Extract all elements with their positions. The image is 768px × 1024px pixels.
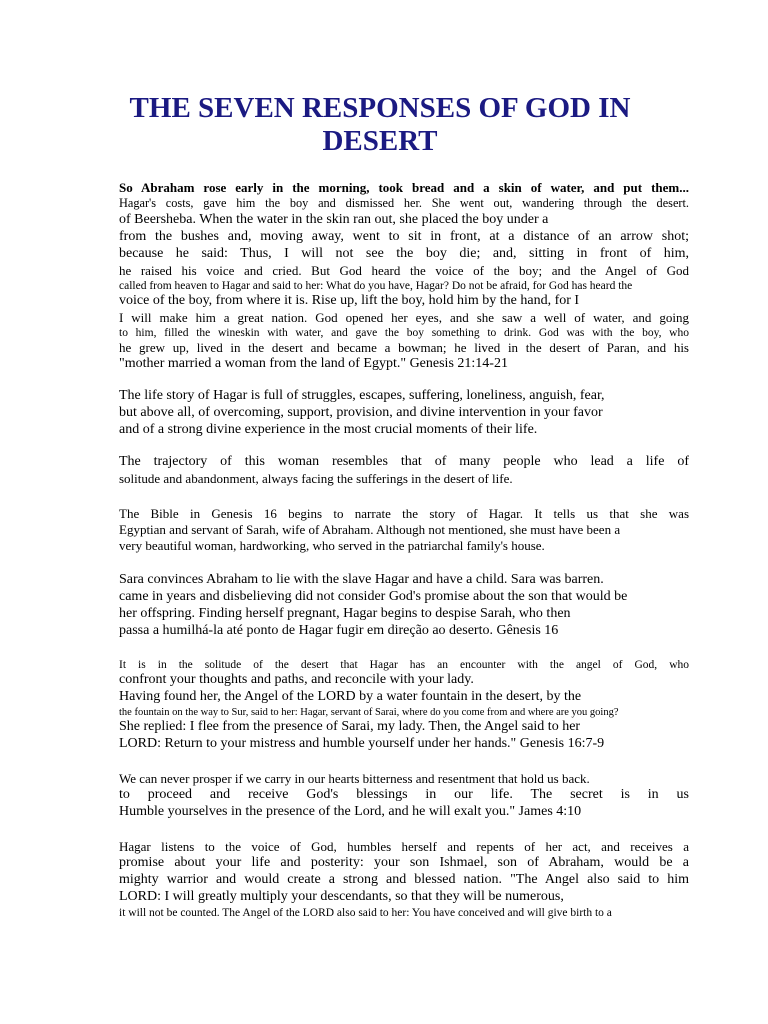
text-line: Having found her, the Angel of the LORD by a water fountain in the desert, by the (119, 688, 582, 704)
text-line: LORD: Return to your mistress and humble yourself under her hands." Genesis 16:7-9 (119, 735, 605, 751)
text-line: from the bushes and, moving away, went to sit in front, at a distance of an arrow shot; (119, 229, 689, 245)
text-line: passa a humilhá-la até ponto de Hagar fugir em direção ao deserto. Gênesis 16 (119, 622, 559, 638)
text-line: because he said: Thus, I will not see the boy die; and, sitting in front of him, (119, 246, 689, 262)
text-line: The Bible in Genesis 16 begins to narrate the story of Hagar. It tells us that she was (119, 505, 689, 521)
paragraph-6 (119, 658, 689, 753)
spacer (119, 373, 689, 388)
title-line: THE SEVEN RESPONSES OF GOD IN (129, 92, 631, 124)
text-line: I will make him a great nation. God opened her eyes, and she saw a well of water, and going (119, 310, 689, 326)
text-line: The life story of Hagar is full of struggles, escapes, suffering, loneliness, anguish, fear, (119, 388, 605, 404)
text-line: She replied: I flee from the presence of Sarai, my lady. Then, the Angel said to her (119, 718, 581, 734)
text-line: her offspring. Finding herself pregnant, Hagar begins to despise Sarah, who then (119, 605, 571, 621)
text-line: the fountain on the way to Sur, said to her: Hagar, servant of Sarai, where do you come from and where are you going? (119, 706, 619, 718)
spacer (119, 488, 689, 506)
text-line: to proceed and receive God's blessings in our life. The secret is in us (119, 786, 689, 802)
text-line: mighty warrior and would create a strong and blessed nation. "The Angel also said to him (119, 872, 689, 888)
spacer (119, 821, 689, 839)
document-body (119, 180, 689, 920)
text-line: voice of the boy, from where it is. Rise up, lift the boy, hold him by the hand, for I (119, 293, 580, 309)
paragraph-1 (119, 180, 689, 373)
text-line: So Abraham rose early in the morning, took bread and a skin of water, and put them... (119, 180, 689, 195)
text-line: promise about your life and posterity: your son Ishmael, son of Abraham, would be a (119, 855, 689, 871)
spacer (119, 439, 689, 454)
text-line: confront your thoughts and paths, and reconcile with your lady. (119, 671, 474, 687)
paragraph-5 (119, 572, 689, 640)
paragraph-3 (119, 454, 689, 487)
text-line: We can never prosper if we carry in our hearts bitterness and resentment that hold us back. (119, 770, 590, 786)
paragraph-2 (119, 388, 689, 439)
text-line: of Beersheba. When the water in the skin ran out, she placed the boy under a (119, 212, 549, 228)
paragraph-7 (119, 771, 689, 821)
text-line: LORD: I will greatly multiply your descendants, so that they will be numerous, (119, 889, 564, 905)
text-line: it will not be counted. The Angel of the LORD also said to her: You have conceived and will give birth to a (119, 907, 612, 920)
text-line: came in years and disbelieving did not consider God's promise about the son that would be (119, 588, 628, 604)
paragraph-4 (119, 506, 689, 554)
text-line: called from heaven to Hagar and said to her: What do you have, Hagar? Do not be afraid, for God has heard the (119, 280, 633, 293)
text-line: Hagar's costs, gave him the boy and dismissed her. She went out, wandering through the desert. (119, 196, 689, 211)
page-title (100, 92, 660, 158)
text-line: It is in the solitude of the desert that Hagar has an encounter with the angel of God, who (119, 658, 689, 671)
text-line: very beautiful woman, hardworking, who served in the patriarchal family's house. (119, 537, 545, 553)
text-line: and of a strong divine experience in the most crucial moments of their life. (119, 422, 538, 438)
spacer (119, 753, 689, 771)
text-line: he raised his voice and cried. But God heard the voice of the boy; and the Angel of God (119, 263, 689, 279)
spacer (119, 640, 689, 658)
text-line: to him, filled the wineskin with water, and gave the boy something to drink. God was with the boy, who (119, 327, 689, 340)
spacer (119, 554, 689, 572)
text-line: but above all, of overcoming, support, provision, and divine intervention in your favor (119, 405, 603, 421)
text-line: solitude and abandonment, always facing the sufferings in the desert of life. (119, 471, 513, 487)
text-line: he grew up, lived in the desert and became a bowman; he lived in the desert of Paran, and his (119, 340, 689, 356)
title-line: DESERT (322, 125, 438, 157)
text-line: "mother married a woman from the land of Egypt." Genesis 21:14-21 (119, 356, 508, 372)
text-line: Sara convinces Abraham to lie with the slave Hagar and have a child. Sara was barren. (119, 571, 604, 587)
text-line: The trajectory of this woman resembles that of many people who lead a life of (119, 454, 689, 470)
paragraph-8 (119, 839, 689, 920)
text-line: Humble yourselves in the presence of the Lord, and he will exalt you." James 4:10 (119, 803, 582, 819)
text-line: Hagar listens to the voice of God, humbles herself and repents of her act, and receives a (119, 838, 689, 854)
text-line: Egyptian and servant of Sarah, wife of Abraham. Although not mentioned, she must have been a (119, 521, 621, 537)
